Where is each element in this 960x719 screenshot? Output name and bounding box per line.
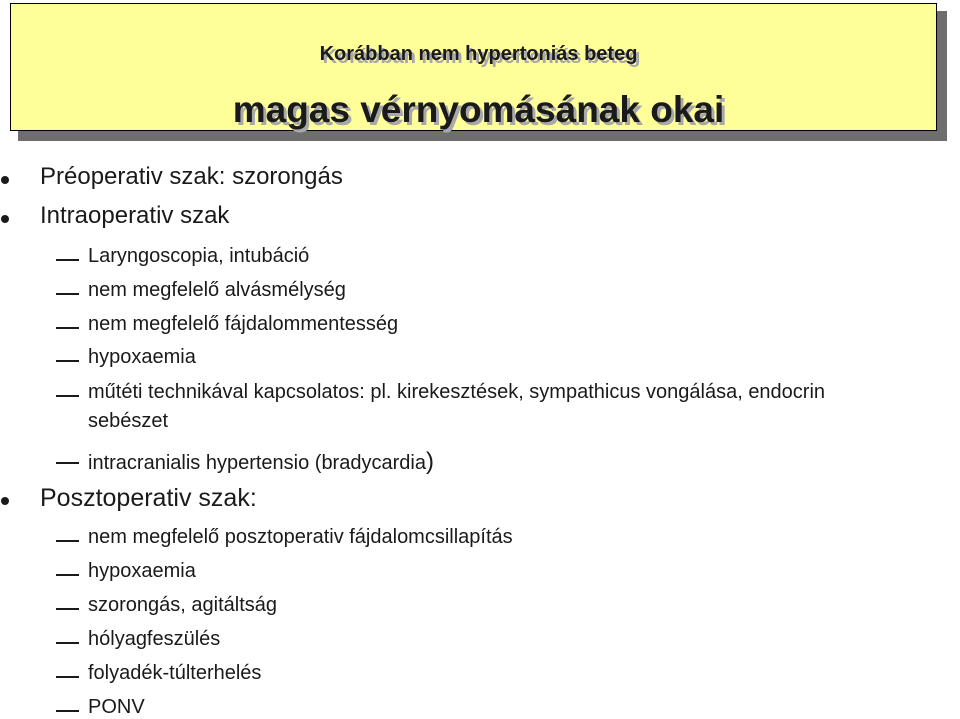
bullet — [1, 176, 9, 184]
list-item — [88, 448, 434, 476]
title-line-2 — [16, 88, 941, 132]
dash — [56, 676, 79, 678]
dash — [56, 360, 79, 362]
section-postoperative: Posztoperativ szak: — [40, 484, 257, 512]
dash — [56, 327, 79, 329]
list-item: hólyagfeszülés — [88, 628, 221, 650]
dash — [56, 574, 79, 576]
slide-title-line-2: magas vérnyomásának okai — [232, 89, 725, 130]
list-item: nem megfelelő posztoperativ fájdalomcsillapítás — [88, 526, 513, 548]
slide-title-line-1: Korábban nem hypertoniás beteg — [319, 43, 638, 65]
bullet — [1, 497, 9, 505]
title-box — [10, 3, 937, 131]
list-item-continuation: sebészet — [88, 410, 169, 432]
list-item-text: intracranialis hypertensio (bradycardia — [88, 452, 426, 474]
list-item: nem megfelelő fájdalommentesség — [88, 313, 399, 335]
list-item: hypoxaemia — [88, 346, 196, 368]
section-intraoperative: Intraoperativ szak — [40, 202, 230, 229]
dash — [56, 293, 79, 295]
list-item: nem megfelelő alvásmélység — [88, 279, 346, 301]
list-item: hypoxaemia — [88, 560, 196, 582]
list-item: PONV — [88, 696, 145, 718]
list-item: Laryngoscopia, intubáció — [88, 245, 310, 267]
dash — [56, 710, 79, 712]
dash — [56, 642, 79, 644]
list-item: folyadék-túlterhelés — [88, 662, 262, 684]
bullet — [1, 215, 9, 223]
closing-paren: ) — [425, 448, 434, 475]
dash — [56, 462, 79, 464]
title-line-1 — [16, 32, 941, 76]
dash — [56, 395, 79, 397]
dash — [56, 259, 79, 261]
list-item: szorongás, agitáltság — [88, 594, 278, 616]
section-preoperative: Préoperativ szak: szorongás — [40, 163, 343, 190]
list-item: műtéti technikával kapcsolatos: pl. kirekesztések, sympathicus vongálása, endocrin — [88, 381, 826, 403]
dash — [56, 608, 79, 610]
dash — [56, 540, 79, 542]
